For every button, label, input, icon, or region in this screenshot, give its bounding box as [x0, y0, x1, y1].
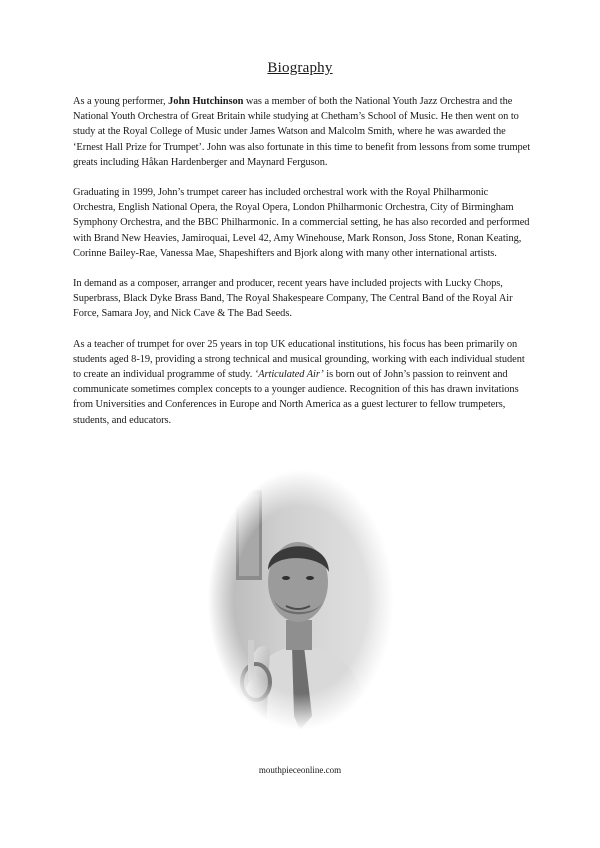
p4-intro: As a teacher of trumpet for over 25 years in top UK educational institutions, his focus has been primarily on students aged 8-19, providing a strong technical and musical grounding, working with each individual student to create an individual programme of study. [73, 338, 525, 381]
articulated-air-title: ‘Articulated Air’ [254, 369, 324, 381]
p1-rest: was a member of both the National Youth Jazz Orchestra and the National Youth Orchestra of Great Britain while studying at Chetham’s School of Music. He then went on to study at the Royal College of Music under James Watson and Malcolm Smith, where he was awarded the ‘Ernest Hall Prize for Trumpet’. John was also fortunate in this time to benefit from lessons from some trumpet greats including Håkan Hardenberger and Maynard Ferguson. [73, 96, 531, 168]
footer-website: mouthpieceonline.com [258, 765, 342, 775]
paragraph-early-career [73, 94, 531, 170]
p1-intro: As a young performer, [73, 96, 169, 107]
biography-body [73, 94, 531, 443]
paragraph-composer: In demand as a composer, arranger and producer, recent years have included projects with Lucky Chops, Superbrass, Black Dyke Brass Band, The Royal Shakespeare Company, The Central Band of the Royal Air Force, Samara Joy, and Nick Cave & The Bad Seeds. [73, 278, 513, 320]
paragraph-teaching [73, 337, 531, 428]
performer-name: John Hutchinson [168, 96, 244, 107]
paragraph-career: Graduating in 1999, John’s trumpet career has included orchestral work with the Royal Philharmonic Orchestra, English National Opera, the Royal Opera, London Philharmonic Orchestra, City of Birmingham Symphony Orchestra, and the BBC Philharmonic. In a commercial setting, he has also recorded and performed with Brand New Heavies, Jamiroquai, Level 42, Amy Winehouse, Mark Ronson, Joss Stone, Ronan Keating, Corinne Bailey-Rae, Vanessa Mae, Shapeshifters and Bjork along with many other international artists. [73, 187, 530, 259]
p4-rest: is born out of John’s passion to reinvent and communicate sometimes complex concepts to a younger audience. Recognition of this has drawn invitations from Universities and Conferences in Europe and North America as a guest lecturer to fellow trumpeters, students, and educators. [73, 369, 519, 426]
page-title: Biography [267, 60, 333, 76]
portrait-photo [208, 470, 394, 730]
